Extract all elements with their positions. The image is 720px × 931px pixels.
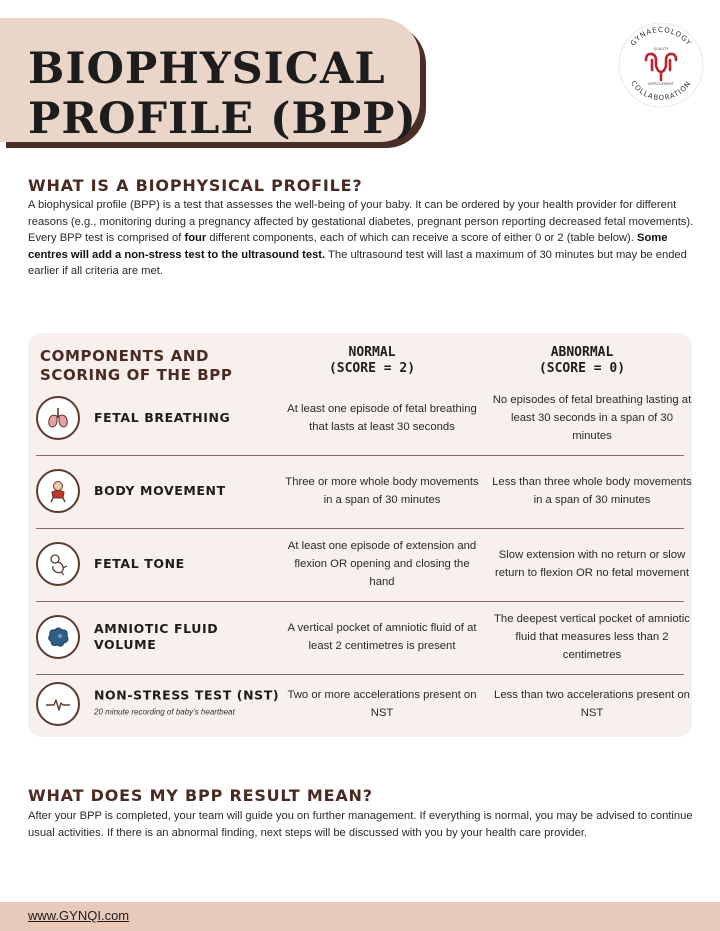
row-label-text: BODY MOVEMENT — [94, 483, 226, 498]
row-label-text: NON-STRESS TEST (NST) — [94, 687, 280, 703]
row-label — [94, 410, 294, 426]
uterus-icon — [646, 54, 676, 80]
table-row — [36, 456, 692, 526]
row-normal-cell: At least one episode of fetal breathing that lasts at least 30 seconds — [287, 403, 477, 433]
row-label-text: FETAL TONE — [94, 556, 185, 571]
table-row — [36, 675, 690, 733]
row-abnormal-cell: Slow extension with no return or slow return to flexion OR no fetal movement — [494, 549, 690, 579]
row-abnormal-cell: No episodes of fetal breathing lasting at least 30 seconds in a span of 30 minutes — [492, 394, 692, 442]
table-row — [36, 383, 692, 453]
row-label — [94, 483, 294, 499]
lungs-icon — [36, 396, 80, 440]
intro-text-2: different components, each of which can receive a score of either 0 or 2 (table below). — [206, 232, 637, 244]
column-header-abnormal-line-1: ABNORMAL — [550, 345, 614, 360]
intro-bold-four: four — [184, 232, 207, 244]
table-heading — [40, 347, 232, 385]
intro-text-3: The ultrasound test will last a maximum of 30 minutes but may be ended earlier if all criteria are met. — [28, 248, 687, 277]
bpp-scoring-table — [28, 333, 692, 737]
baby-icon — [36, 469, 80, 513]
row-label — [94, 688, 294, 721]
page-title-line-2: PROFILE (BPP) — [28, 94, 417, 144]
heartbeat-icon — [36, 682, 80, 726]
intro-text-1: A biophysical profile (BPP) is a test that assesses the well-being of your baby. It can be ordered by your health provider for different reasons (e.g., monitoring during a pregnancy affected by gestational diabetes, pregnant person reporting decreased fetal movements). Every BPP test is comprised of — [28, 199, 694, 244]
table-heading-line-2: SCORING OF THE BPP — [40, 366, 233, 384]
column-header-normal-line-1: NORMAL — [348, 345, 396, 360]
section-heading-result-meaning: WHAT DOES MY BPP RESULT MEAN? — [28, 786, 373, 805]
row-normal-cell: Three or more whole body movements in a span of 30 minutes — [285, 476, 479, 506]
row-abnormal-cell: The deepest vertical pocket of amniotic fluid that measures less than 2 centimetres — [494, 613, 690, 661]
fluid-icon — [36, 615, 80, 659]
table-row — [36, 529, 690, 599]
intro-bold-nst: Some centres will add a non-stress test to the ultrasound test. — [28, 232, 668, 261]
row-label — [94, 556, 294, 572]
column-header-abnormal — [487, 345, 677, 377]
row-abnormal-cell: Less than three whole body movements in a span of 30 minutes — [492, 476, 692, 506]
result-paragraph: After your BPP is completed, your team will guide you on further management. If everything is normal, you may be advised to continue usual activities. If there is an abnormal finding, next steps will be discussed with you by your health care provider. — [28, 810, 693, 839]
intro-paragraph — [28, 197, 696, 280]
table-heading-line-1: COMPONENTS AND — [40, 347, 210, 365]
logo-text-top: GYNAECOLOGY — [629, 25, 693, 48]
row-label-text: AMNIOTIC FLUID VOLUME — [94, 621, 219, 652]
row-label-text: FETAL BREATHING — [94, 410, 231, 425]
website-link[interactable]: www.GYNQI.com — [28, 908, 130, 923]
row-abnormal-cell: Less than two accelerations present on NST — [494, 689, 690, 719]
row-normal-cell: A vertical pocket of amniotic fluid of at least 2 centimetres is present — [287, 622, 477, 652]
logo-text-bottom: COLLABORATION — [629, 79, 693, 103]
footer-bar — [0, 902, 720, 931]
row-normal-cell: Two or more accelerations present on NST — [287, 689, 477, 719]
column-header-abnormal-line-2: (SCORE = 0) — [538, 361, 626, 376]
section-heading-what-is-bpp: WHAT IS A BIOPHYSICAL PROFILE? — [28, 176, 363, 195]
row-label — [94, 621, 294, 653]
table-row — [36, 602, 690, 672]
gynaecology-collaboration-logo — [616, 20, 706, 110]
page-title — [28, 44, 417, 144]
fetus-icon — [36, 542, 80, 586]
title-banner — [0, 18, 420, 142]
logo-text-improvement: IMPROVEMENT — [648, 82, 674, 86]
row-sublabel: 20 minute recording of baby's heartbeat — [94, 707, 235, 717]
column-header-normal — [277, 345, 467, 377]
page-title-line-1: BIOPHYSICAL — [28, 44, 386, 94]
logo-text-quality: QUALITY — [653, 47, 669, 51]
row-normal-cell: At least one episode of extension and flexion OR opening and closing the hand — [287, 540, 477, 588]
column-header-normal-line-2: (SCORE = 2) — [328, 361, 416, 376]
